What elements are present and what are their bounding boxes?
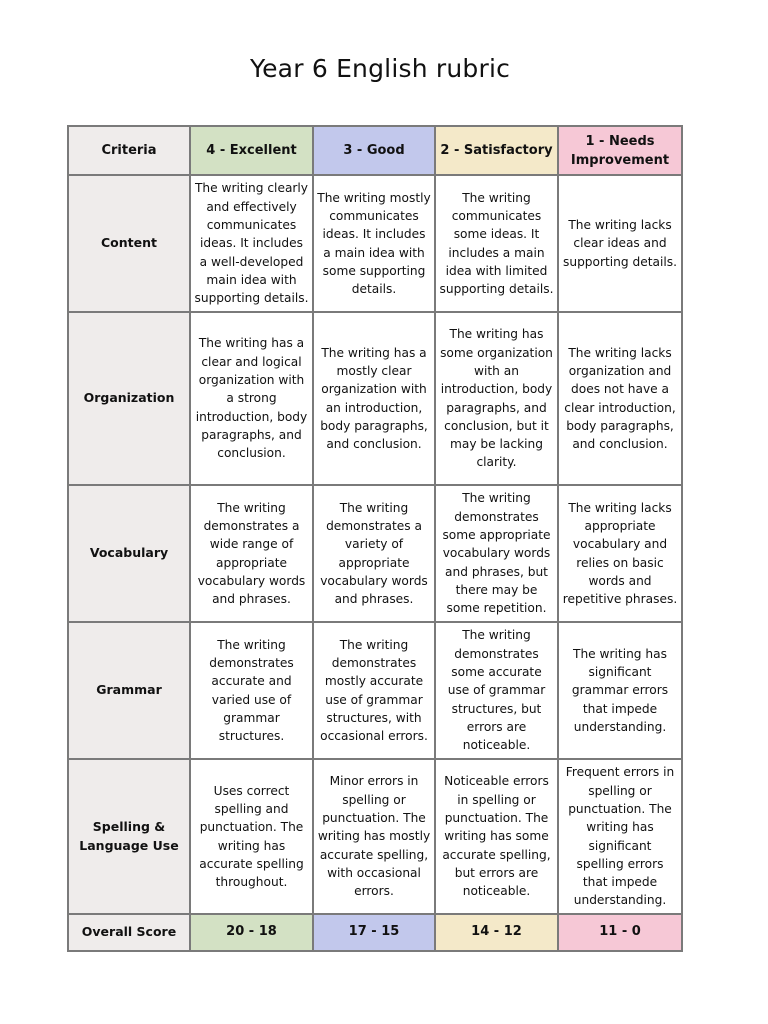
header-satisfactory-label: 2 - Satisfactory [440, 143, 553, 158]
score-value: 14 - 12 [471, 924, 522, 940]
descriptor-text: The writing demonstrates some accurate use of grammar structures, but errors are noticeable. [447, 628, 546, 753]
descriptor-cell [558, 759, 682, 914]
descriptor-text: The writing demonstrates some appropriate vocabulary words and phrases, but there may be some repetition. [442, 491, 551, 616]
descriptor-text: The writing mostly communicates ideas. It includes a main idea with some supporting details. [317, 190, 431, 297]
criterion-vocabulary [68, 485, 190, 622]
descriptor-cell [313, 759, 435, 914]
overall-score-label-text: Overall Score [81, 924, 177, 940]
descriptor-text: Frequent errors in spelling or punctuation. The writing has significant spelling errors that impede understanding. [565, 765, 675, 908]
score-value: 20 - 18 [226, 924, 277, 940]
descriptor-cell [313, 312, 435, 485]
overall-score-row [68, 914, 682, 951]
descriptor-text: The writing has significant grammar errors that impede understanding. [571, 646, 669, 734]
criterion-organization [68, 312, 190, 485]
header-needs-improvement-label: 1 - Needs Improvement [570, 133, 670, 168]
rubric-table [67, 125, 683, 952]
descriptor-text: Uses correct spelling and punctuation. The writing has accurate spelling throughout. [199, 783, 304, 890]
header-needs-improvement [558, 126, 682, 175]
descriptor-cell [558, 175, 682, 312]
score-satisfactory [435, 914, 558, 951]
descriptor-text: The writing has some organization with an introduction, body paragraphs, and conclusion, but it may be lacking clarity. [440, 327, 553, 470]
header-good-label: 3 - Good [343, 143, 405, 158]
table-row [68, 485, 682, 622]
descriptor-text: The writing lacks appropriate vocabulary and relies on basic words and repetitive phrases. [562, 500, 678, 607]
descriptor-text: The writing demonstrates mostly accurate use of grammar structures, with occasional errors. [320, 637, 428, 744]
descriptor-text: The writing has a mostly clear organization with an introduction, body paragraphs, and conclusion. [320, 345, 428, 452]
descriptor-cell [558, 312, 682, 485]
table-row [68, 759, 682, 914]
header-row [68, 126, 682, 175]
criterion-label: Vocabulary [89, 545, 169, 561]
descriptor-text: The writing demonstrates a wide range of appropriate vocabulary words and phrases. [197, 500, 306, 607]
criterion-content [68, 175, 190, 312]
header-satisfactory [435, 126, 558, 175]
header-excellent [190, 126, 313, 175]
page-title: Year 6 English rubric [249, 54, 511, 83]
descriptor-text: The writing demonstrates a variety of appropriate vocabulary words and phrases. [320, 500, 428, 607]
descriptor-cell [558, 622, 682, 759]
descriptor-text: The writing lacks clear ideas and supporting details. [563, 218, 677, 269]
score-value: 17 - 15 [348, 924, 400, 940]
header-criteria [68, 126, 190, 175]
descriptor-cell [190, 485, 313, 622]
descriptor-cell [190, 759, 313, 914]
table-row [68, 312, 682, 485]
criterion-label: Grammar [96, 682, 162, 698]
score-needs-improvement [558, 914, 682, 951]
header-criteria-label: Criteria [101, 143, 157, 158]
header-excellent-label: 4 - Excellent [206, 143, 297, 158]
descriptor-cell [435, 312, 558, 485]
score-excellent [190, 914, 313, 951]
descriptor-cell [313, 485, 435, 622]
descriptor-cell [435, 485, 558, 622]
table-row [68, 622, 682, 759]
descriptor-cell [558, 485, 682, 622]
criterion-spelling-language-use [68, 759, 190, 914]
descriptor-text: The writing lacks organization and does not have a clear introduction, body paragraphs, and conclusion. [564, 345, 676, 452]
descriptor-text: The writing communicates some ideas. It includes a main idea with limited supporting details. [439, 190, 554, 297]
descriptor-cell [435, 759, 558, 914]
descriptor-cell [190, 622, 313, 759]
descriptor-cell [313, 622, 435, 759]
overall-score-label [68, 914, 190, 951]
descriptor-cell [435, 175, 558, 312]
descriptor-cell [435, 622, 558, 759]
header-good [313, 126, 435, 175]
descriptor-cell [190, 175, 313, 312]
descriptor-text: Noticeable errors in spelling or punctuation. The writing has some accurate spelling, but errors are noticeable. [442, 774, 551, 899]
criterion-label: Spelling & Language Use [79, 819, 179, 853]
score-good [313, 914, 435, 951]
score-value: 11 - 0 [599, 924, 641, 940]
descriptor-text: The writing demonstrates accurate and varied use of grammar structures. [209, 637, 294, 744]
criterion-label: Content [101, 235, 157, 251]
descriptor-cell [313, 175, 435, 312]
descriptor-text: The writing clearly and effectively communicates ideas. It includes a well-developed main idea with supporting details. [194, 181, 309, 306]
descriptor-text: Minor errors in spelling or punctuation. The writing has mostly accurate spelling, with occasional errors. [317, 774, 431, 899]
table-row [68, 175, 682, 312]
criterion-grammar [68, 622, 190, 759]
descriptor-cell [190, 312, 313, 485]
descriptor-text: The writing has a clear and logical organization with a strong introduction, body paragraphs, and conclusion. [195, 336, 308, 461]
criterion-label: Organization [83, 390, 175, 406]
